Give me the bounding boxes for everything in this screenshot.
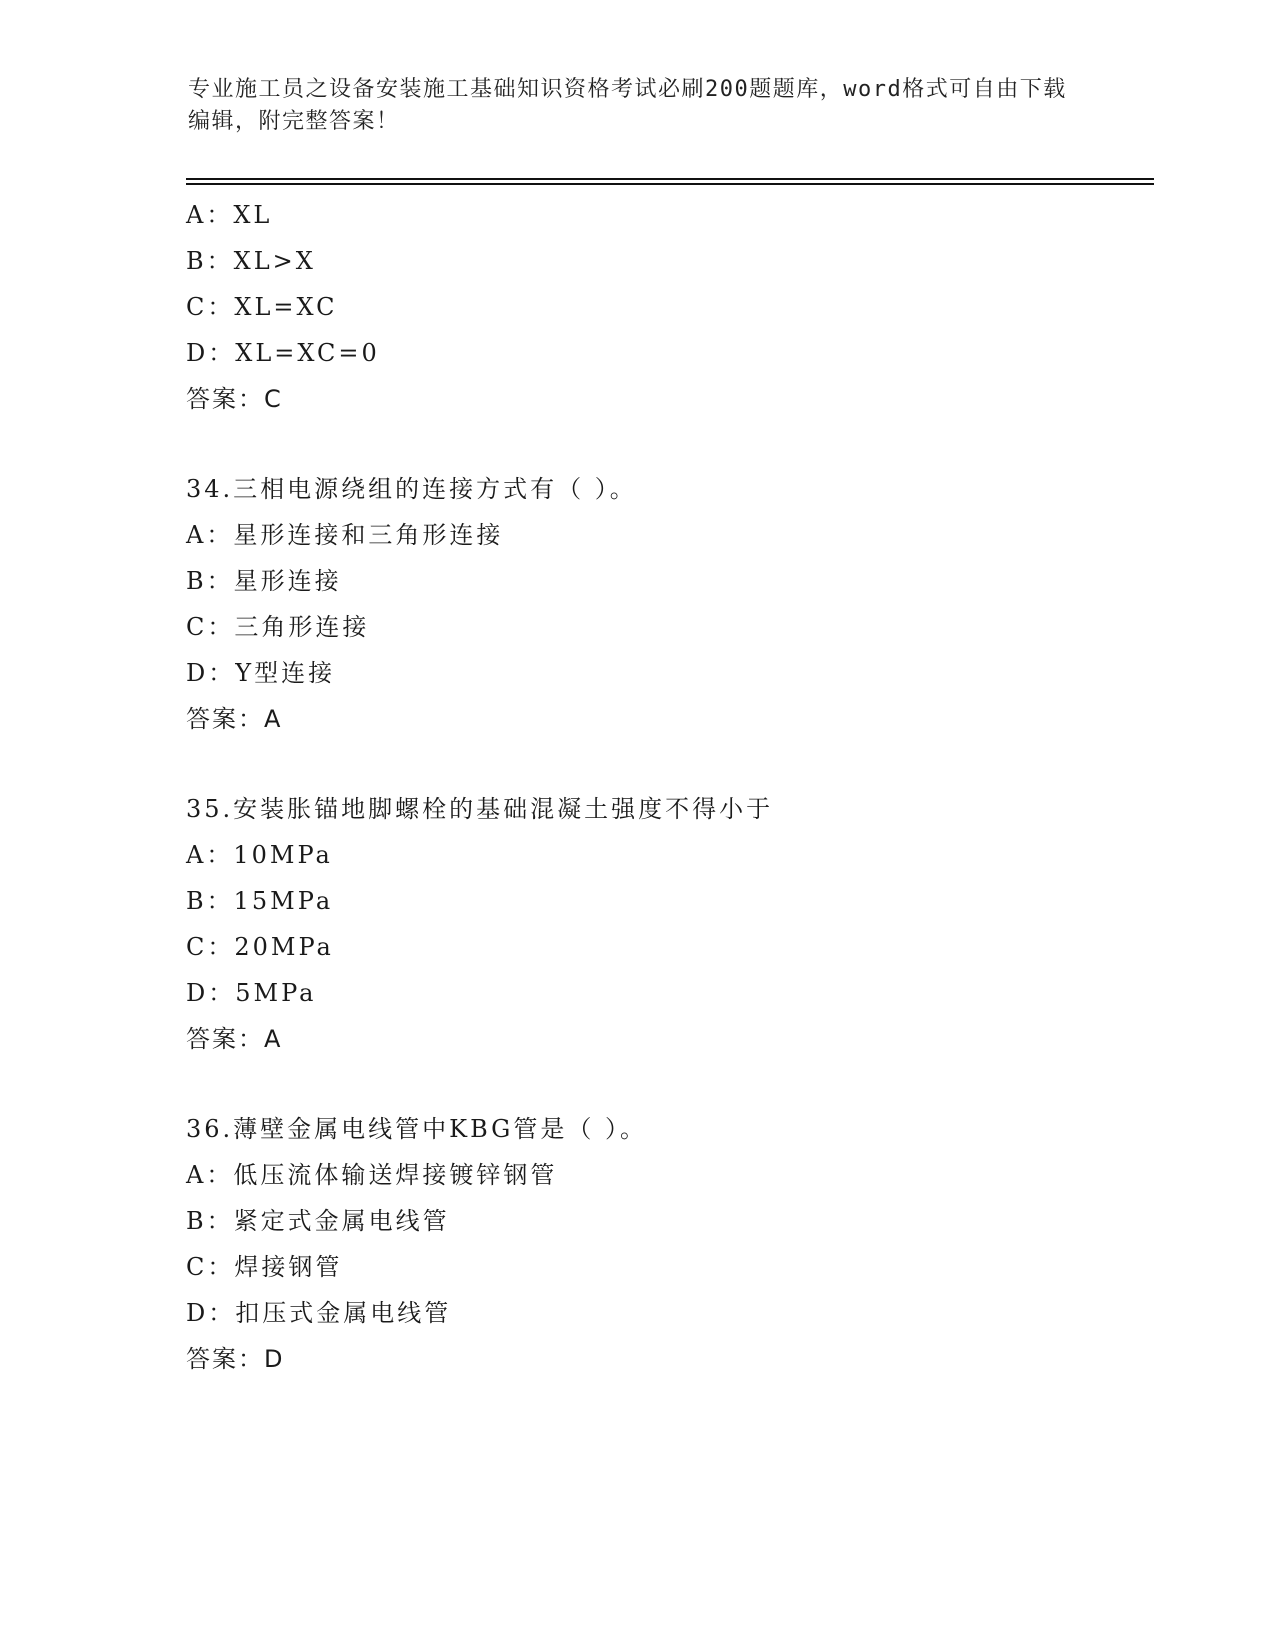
question-block	[186, 466, 1186, 742]
option-b: B：15MPa	[186, 887, 334, 915]
option-b: B：XL>X	[186, 247, 316, 275]
question-text: 36.薄壁金属电线管中KBG管是（ ）。	[186, 1115, 647, 1143]
question-block	[186, 1106, 1186, 1382]
option-b: B：星形连接	[186, 567, 342, 595]
answer-line: 答案：A	[186, 705, 283, 733]
block-spacer	[186, 422, 1186, 466]
question-block	[186, 192, 1186, 422]
question-text: 34.三相电源绕组的连接方式有（ ）。	[186, 475, 637, 503]
question-list	[186, 192, 1186, 1382]
option-d: D：Y型连接	[186, 659, 336, 687]
answer-line: 答案：D	[186, 1345, 285, 1373]
option-a: A：XL	[186, 201, 273, 229]
document-header: 专业施工员之设备安装施工基础知识资格考试必刷200题题库，word格式可自由下载编辑，附完整答案！	[188, 77, 1067, 134]
option-a: A：低压流体输送焊接镀锌钢管	[186, 1161, 558, 1189]
option-c: C：XL=XC	[186, 293, 338, 321]
question-text: 35.安装胀锚地脚螺栓的基础混凝土强度不得小于	[186, 795, 774, 823]
answer-line: 答案：A	[186, 1025, 283, 1053]
answer-line: 答案：C	[186, 385, 283, 413]
option-c: C：焊接钢管	[186, 1253, 343, 1281]
option-b: B：紧定式金属电线管	[186, 1207, 450, 1235]
block-spacer	[186, 1062, 1186, 1106]
option-a: A：星形连接和三角形连接	[186, 521, 504, 549]
option-c: C：三角形连接	[186, 613, 370, 641]
option-d: D：扣压式金属电线管	[186, 1299, 452, 1327]
option-d: D：5MPa	[186, 979, 317, 1007]
option-d: D：XL=XC=0	[186, 339, 380, 367]
header-rule-bottom	[186, 183, 1154, 185]
option-a: A：10MPa	[186, 841, 333, 869]
block-spacer	[186, 742, 1186, 786]
header-rule-top	[186, 178, 1154, 180]
option-c: C：20MPa	[186, 933, 334, 961]
question-block	[186, 786, 1186, 1062]
